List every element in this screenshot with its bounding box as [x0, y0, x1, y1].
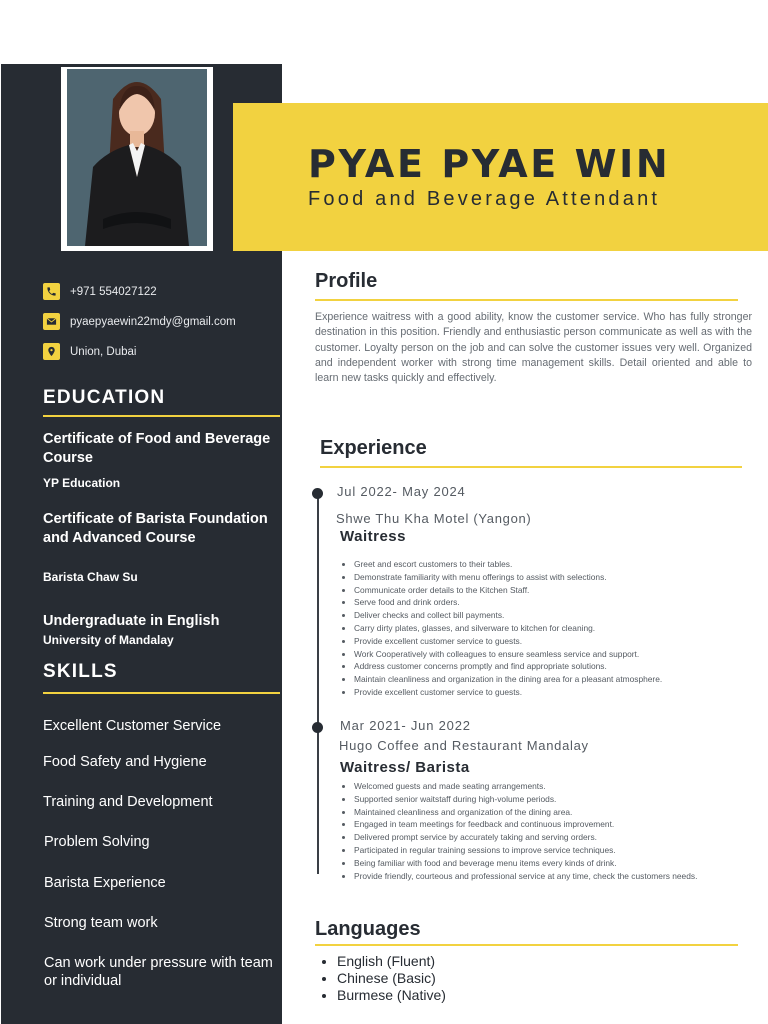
skills-heading: SKILLS: [43, 661, 118, 682]
contact-email: [43, 313, 236, 330]
education-item-institution: YP Education: [43, 476, 121, 490]
education-item-title: Certificate of Barista Foundation and Advanced Course: [43, 511, 268, 546]
job-dates: Mar 2021- Jun 2022: [340, 718, 471, 733]
email-address[interactable]: pyaepyaewin22mdy@gmail.com: [70, 315, 236, 328]
job-duties-list: [338, 558, 768, 699]
timeline-dot: [312, 722, 323, 733]
skill-item: Excellent Customer Service: [43, 718, 222, 734]
duty-item: • Provide excellent customer service to guests.: [354, 635, 768, 648]
duty-item: • Address customer concerns promptly and find appropriate solutions.: [354, 660, 768, 673]
duty-item: • Maintained cleanliness and organization of the dining area.: [354, 806, 768, 819]
duty-item: • Greet and escort customers to their tables.: [354, 558, 768, 571]
duty-item: • Delivered prompt service by accurately taking and serving orders.: [354, 831, 768, 844]
profile-photo: [67, 69, 207, 246]
experience-divider: [320, 466, 742, 468]
timeline-dot: [312, 488, 323, 499]
profile-heading: Profile: [315, 270, 378, 292]
duty-item: • Participated in regular training sessions to improve service techniques.: [354, 844, 768, 857]
job-company: Hugo Coffee and Restaurant Mandalay: [339, 738, 589, 753]
experience-timeline: [317, 494, 319, 874]
duty-item: • Provide excellent customer service to guests.: [354, 686, 768, 699]
email-icon: [43, 313, 60, 330]
education-divider: [43, 415, 280, 417]
duty-item: • Supported senior waitstaff during high-volume periods.: [354, 793, 768, 806]
location-pin-icon: [43, 343, 60, 360]
language-item: • English (Fluent): [337, 953, 446, 970]
person-name: PYAE PYAE WIN: [308, 142, 671, 186]
contact-location: [43, 343, 136, 360]
languages-heading: Languages: [315, 918, 421, 940]
skill-item: Food Safety and Hygiene: [43, 754, 207, 770]
phone-number[interactable]: +971 554027122: [70, 285, 157, 298]
duty-item: • Serve food and drink orders.: [354, 596, 768, 609]
profile-summary: Experience waitress with a good ability, know the customer service. Who has fully stronger destination in this position. Friendly and enthusiastic person communicate as well as with the customer. Loyalty person on the job and can solve the customer issues very well. Organized and independent worker with strong time management skills. Detail oriented and able to learn new tasks quickly and effectively.: [315, 311, 752, 385]
location-text: Union, Dubai: [70, 345, 137, 358]
job-title: Waitress/ Barista: [340, 759, 470, 776]
duty-item: • Welcomed guests and made seating arrangements.: [354, 780, 768, 793]
skill-item: Can work under pressure with team or individual: [44, 955, 273, 989]
education-item-title: Undergraduate in English: [43, 613, 220, 629]
phone-icon: [43, 283, 60, 300]
skill-item: Problem Solving: [44, 834, 150, 850]
education-item-title: Certificate of Food and Beverage Course: [43, 431, 271, 466]
skill-item: Training and Development: [43, 794, 213, 810]
job-title: Waitress: [340, 528, 406, 545]
contact-phone: [43, 283, 157, 300]
profile-divider: [315, 299, 738, 301]
skill-item: Strong team work: [44, 915, 158, 931]
job-role: Food and Beverage Attendant: [308, 188, 661, 210]
duty-item: • Communicate order details to the Kitchen Staff.: [354, 584, 768, 597]
duty-item: • Being familiar with food and beverage menu items every kinds of drink.: [354, 857, 768, 870]
experience-heading: Experience: [320, 437, 427, 459]
language-item: • Burmese (Native): [337, 987, 446, 1004]
skills-divider: [43, 692, 280, 694]
duty-item: • Work Cooperatively with colleagues to ensure seamless service and support.: [354, 648, 768, 661]
duty-item: • Carry dirty plates, glasses, and silverware to kitchen for cleaning.: [354, 622, 768, 635]
job-company: Shwe Thu Kha Motel (Yangon): [336, 511, 532, 526]
languages-divider: [315, 944, 738, 946]
duty-item: • Provide friendly, courteous and professional service at any time, check the customers needs.: [354, 870, 768, 883]
education-item-institution: Barista Chaw Su: [43, 570, 138, 584]
languages-list: [320, 953, 446, 1003]
job-dates: Jul 2022- May 2024: [337, 484, 466, 499]
education-heading: EDUCATION: [43, 387, 166, 408]
duty-item: • Deliver checks and collect bill payments.: [354, 609, 768, 622]
duty-item: • Demonstrate familiarity with menu offerings to assist with selections.: [354, 571, 768, 584]
duty-item: • Engaged in team meetings for feedback and continuous improvement.: [354, 818, 768, 831]
job-duties-list: [338, 780, 768, 882]
language-item: • Chinese (Basic): [337, 970, 446, 987]
duty-item: • Maintain cleanliness and organization in the dining area for a pleasant atmosphere.: [354, 673, 768, 686]
education-item-institution: University of Mandalay: [43, 633, 174, 647]
skill-item: Barista Experience: [44, 875, 166, 891]
